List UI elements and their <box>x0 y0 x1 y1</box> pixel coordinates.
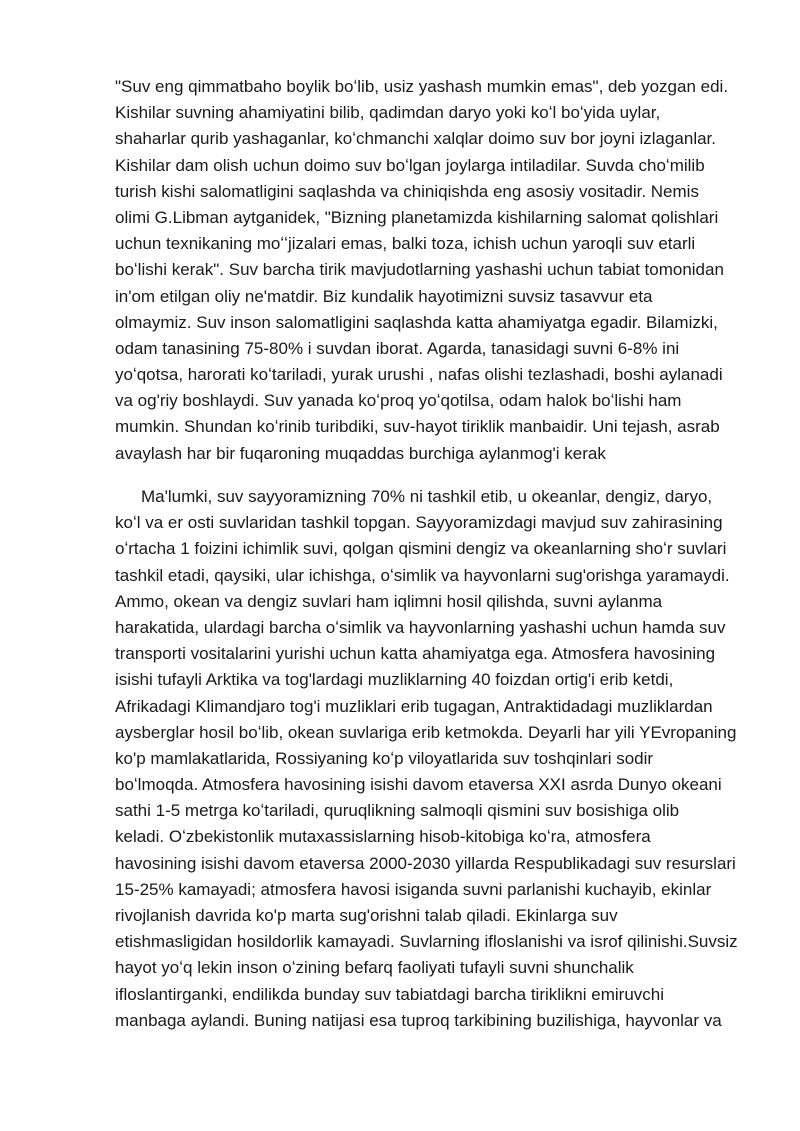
paragraph-line: ifloslantirganki, endilikda bunday suv tabiatdagi barcha tiriklikni emiruvchi <box>115 984 665 1004</box>
paragraph-line: boʻlmoqda. Atmosfera havosining isishi davom etaversa XXI asrda Dunyo okeani <box>115 775 722 795</box>
paragraph-line: oʻrtacha 1 foizini ichimlik suvi, qolgan qismini dengiz va okeanlarning shoʻr suvlari <box>115 539 727 559</box>
paragraph-line: tashkil etadi, qaysiki, ular ichishga, oʻsimlik va hayvonlarni sug'orishga yaramaydi. <box>115 565 730 585</box>
paragraph-line: koʻl va er osti suvlaridan tashkil topgan. Sayyoramizdagi mavjud suv zahirasining <box>115 513 723 533</box>
paragraph-line: turish kishi salomatligini saqlashda va chiniqishda eng asosiy vositadir. Nemis <box>115 181 699 201</box>
paragraph-line: hayot yoʻq lekin inson oʻzining befarq faoliyati tufayli suvni shunchalik <box>115 958 634 978</box>
paragraph-1 <box>115 74 740 467</box>
paragraph-line: odam tanasining 75-80% i suvdan iborat. Agarda, tanasidagi suvni 6-8% ini <box>115 338 680 358</box>
paragraph-line: transporti vositalarini yurishi uchun katta ahamiyatga ega. Atmosfera havosining <box>115 644 716 664</box>
paragraph-line: Kishilar suvning ahamiyatini bilib, qadimdan daryo yoki koʻl boʻyida uylar, <box>115 103 661 123</box>
paragraph-line: yoʻqotsa, harorati koʻtariladi, yurak urushi , nafas olishi tezlashadi, boshi aylanadi <box>115 365 723 385</box>
paragraph-line: mumkin. Shundan koʻrinib turibdiki, suv-hayot tiriklik manbaidir. Uni tejash, asrab <box>115 417 720 437</box>
paragraph-line: ko'p mamlakatlarida, Rossiyaning koʻp viloyatlarida suv toshqinlari sodir <box>115 748 654 768</box>
paragraph-line: rivojlanish davrida ko'p marta sug'orishni talab qiladi. Ekinlarga suv <box>115 906 618 925</box>
paragraph-line: aysberglar hosil boʻlib, okean suvlariga erib ketmokda. Deyarli har yili YEvropaning <box>115 722 737 742</box>
paragraph-2 <box>115 484 740 1034</box>
paragraph-line: olimi G.Libman aytganidek, "Bizning planetamizda kishilarning salomat qolishlari <box>115 207 719 227</box>
paragraph-line: in'om etilgan oliy ne'matdir. Biz kundalik hayotimizni suvsiz tasavvur eta <box>115 286 653 306</box>
paragraph-line: avaylash har bir fuqaroning muqaddas burchiga aylanmog'i kerak <box>115 443 606 463</box>
paragraph-line: manbaga aylandi. Buning natijasi esa tuproq tarkibining buzilishiga, hayvonlar va <box>115 1010 722 1030</box>
paragraph-line: Kishilar dam olish uchun doimo suv boʻlgan joylarga intiladilar. Suvda choʻmilib <box>115 155 705 175</box>
paragraph-line: Afrikadagi Klimandjaro tog'i muzliklari erib tugagan, Antraktidadagi muzliklardan <box>115 696 713 716</box>
paragraph-line: etishmasligidan hosildorlik kamayadi. Suvlarning ifloslanishi va isrof qilinishi.Suvsiz <box>115 932 738 952</box>
paragraph-line: 15-25% kamayadi; atmosfera havosi isiganda suvni parlanishi kuchayib, ekinlar <box>115 879 712 899</box>
paragraph-line: sathi 1-5 metrga koʻtariladi, quruqlikning salmoqli qismini suv bosishiga olib <box>115 801 680 821</box>
paragraph-line: boʻlishi kerak". Suv barcha tirik mavjudotlarning yashashi uchun tabiat tomonidan <box>115 260 724 280</box>
paragraph-line: "Suv eng qimmatbaho boylik boʻlib, usiz yashash mumkin emas", deb yozgan edi. <box>115 77 729 96</box>
paragraph-first-line: Ma'lumki, suv sayyoramizning 70% ni tashkil etib, u okeanlar, dengiz, daryo, <box>141 487 713 506</box>
paragraph-line: havosining isishi davom etaversa 2000-2030 yillarda Respublikadagi suv resurslari <box>115 853 736 873</box>
paragraph-line: harakatida, ulardagi barcha oʻsimlik va hayvonlarning yashashi uchun hamda suv <box>115 617 726 637</box>
paragraph-line: olmaymiz. Suv inson salomatligini saqlashda katta ahamiyatga egadir. Bilamizki, <box>115 312 718 332</box>
paragraph-line: shaharlar qurib yashaganlar, koʻchmanchi xalqlar doimo suv bor joyni izlaganlar. <box>115 129 716 149</box>
paragraph-line: keladi. Oʻzbekistonlik mutaxassislarning hisob-kitobiga koʻra, atmosfera <box>115 827 651 847</box>
paragraph-line: va og'riy boshlaydi. Suv yanada koʻproq yoʻqotilsa, odam halok boʻlishi ham <box>115 391 682 411</box>
paragraph-line: Ammo, okean va dengiz suvlari ham iqlimni hosil qilishda, suvni aylanma <box>115 591 663 611</box>
paragraph-line: isishi tufayli Arktika va tog'lardagi muzliklarning 40 foizdan ortig'i erib ketdi, <box>115 670 674 690</box>
paragraph-line: uchun texnikaning moʻʻjizalari emas, balki toza, ichish uchun yaroqli suv etarli <box>115 234 696 254</box>
